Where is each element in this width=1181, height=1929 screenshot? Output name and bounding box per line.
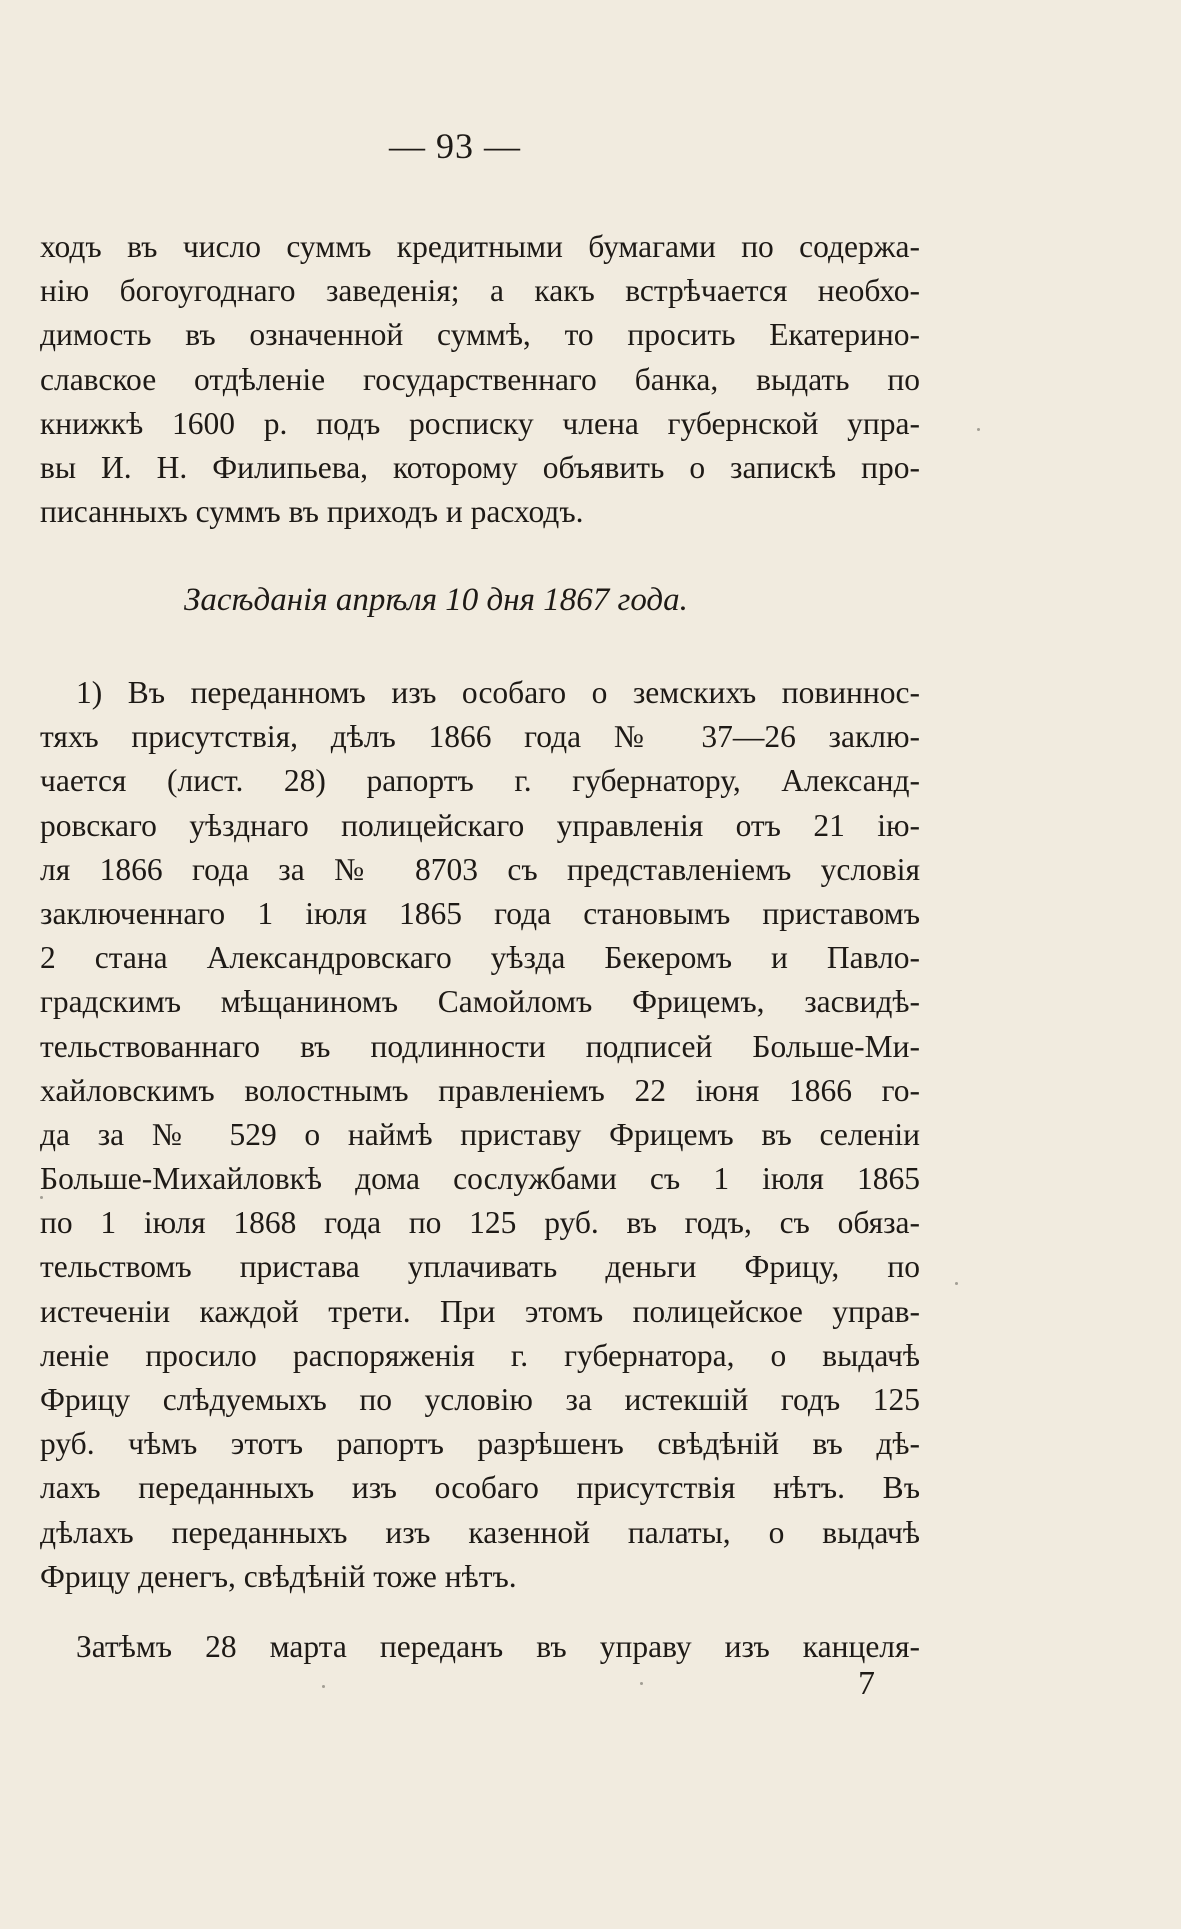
text-line: вы И. Н. Филипьева, которому объявить о запискѣ про- — [40, 449, 920, 485]
text-line: тельствомъ пристава уплачивать деньги Фрицу, по — [40, 1249, 920, 1285]
page-number-text: — 93 — — [389, 126, 521, 166]
text-line: лахъ переданныхъ изъ особаго присутствія нѣтъ. Въ — [40, 1470, 920, 1506]
text-line: книжкѣ 1600 р. подъ росписку члена губернской упра- — [40, 405, 920, 441]
paper-speck — [640, 1682, 643, 1685]
page-number — [0, 125, 1181, 167]
text-line: Фрицу слѣдуемыхъ по условію за истекшій годъ 125 — [40, 1382, 920, 1417]
text-line: градскимъ мѣщаниномъ Самойломъ Фрицемъ, засвидѣ- — [40, 984, 920, 1020]
paper-speck — [955, 1282, 958, 1285]
text-line: ровскаго уѣзднаго полицейскаго управленія отъ 21 ію- — [40, 807, 920, 843]
text-line: димость въ означенной суммѣ, то просить Екатерино- — [40, 317, 920, 353]
text-line: да за № 529 о наймѣ приставу Фрицемъ въ селеніи — [40, 1116, 920, 1152]
paragraph-next — [40, 1625, 920, 1669]
text-line: ходъ въ число суммъ кредитными бумагами по содержа- — [40, 229, 920, 264]
text-line: дѣлахъ переданныхъ изъ казенной палаты, о выдачѣ — [40, 1514, 920, 1550]
text-line: хайловскимъ волостнымъ правленіемъ 22 іюня 1866 го- — [40, 1072, 920, 1108]
paragraph-item-one — [40, 671, 920, 1599]
text-line: писанныхъ суммъ въ приходъ и расходъ. — [40, 494, 584, 530]
text-line: нію богоугоднаго заведенія; а какъ встрѣчается необхо- — [40, 273, 920, 309]
text-line: 1) Въ переданномъ изъ особаго о земскихъ повинноc- — [76, 675, 920, 710]
text-line: чается (лист. 28) рапортъ г. губернатору, Александ- — [40, 763, 920, 799]
signature-mark: 7 — [858, 1665, 875, 1702]
text-line: ля 1866 года за № 8703 съ представленіемъ условія — [40, 851, 920, 887]
text-line: заключеннаго 1 іюля 1865 года становымъ приставомъ — [40, 895, 920, 931]
text-line: леніе просило распоряженія г. губернатора, о выдачѣ — [40, 1337, 920, 1373]
text-line: славское отдѣленіе государственнаго банка, выдать по — [40, 361, 920, 397]
text-line: истеченіи каждой трети. При этомъ полицейское управ- — [40, 1293, 920, 1329]
paragraph-continuation — [40, 225, 920, 534]
text-line: тяхъ присутствія, дѣлъ 1866 года № 37—26 заклю- — [40, 719, 920, 755]
text-line: Затѣмъ 28 марта переданъ въ управу изъ канцеля- — [76, 1629, 920, 1664]
paper-speck — [977, 428, 980, 431]
text-line: 2 стана Александровскаго уѣзда Бекеромъ и Павло- — [40, 940, 920, 976]
text-line: тельствованнаго въ подлинности подписей Больше-Ми- — [40, 1028, 920, 1064]
text-line: руб. чѣмъ этотъ рапортъ разрѣшенъ свѣдѣній въ дѣ- — [40, 1426, 920, 1462]
section-heading: Засѣданія апрѣля 10 дня 1867 года. — [184, 582, 688, 618]
text-line: Фрицу денегъ, свѣдѣній тоже нѣтъ. — [40, 1558, 517, 1594]
paper-speck — [40, 1196, 43, 1199]
text-line: по 1 іюля 1868 года по 125 руб. въ годъ, съ обяза- — [40, 1205, 920, 1241]
text-line: Больше-Михайловкѣ дома сослужбами съ 1 іюля 1865 — [40, 1161, 920, 1197]
paper-speck — [322, 1685, 325, 1688]
